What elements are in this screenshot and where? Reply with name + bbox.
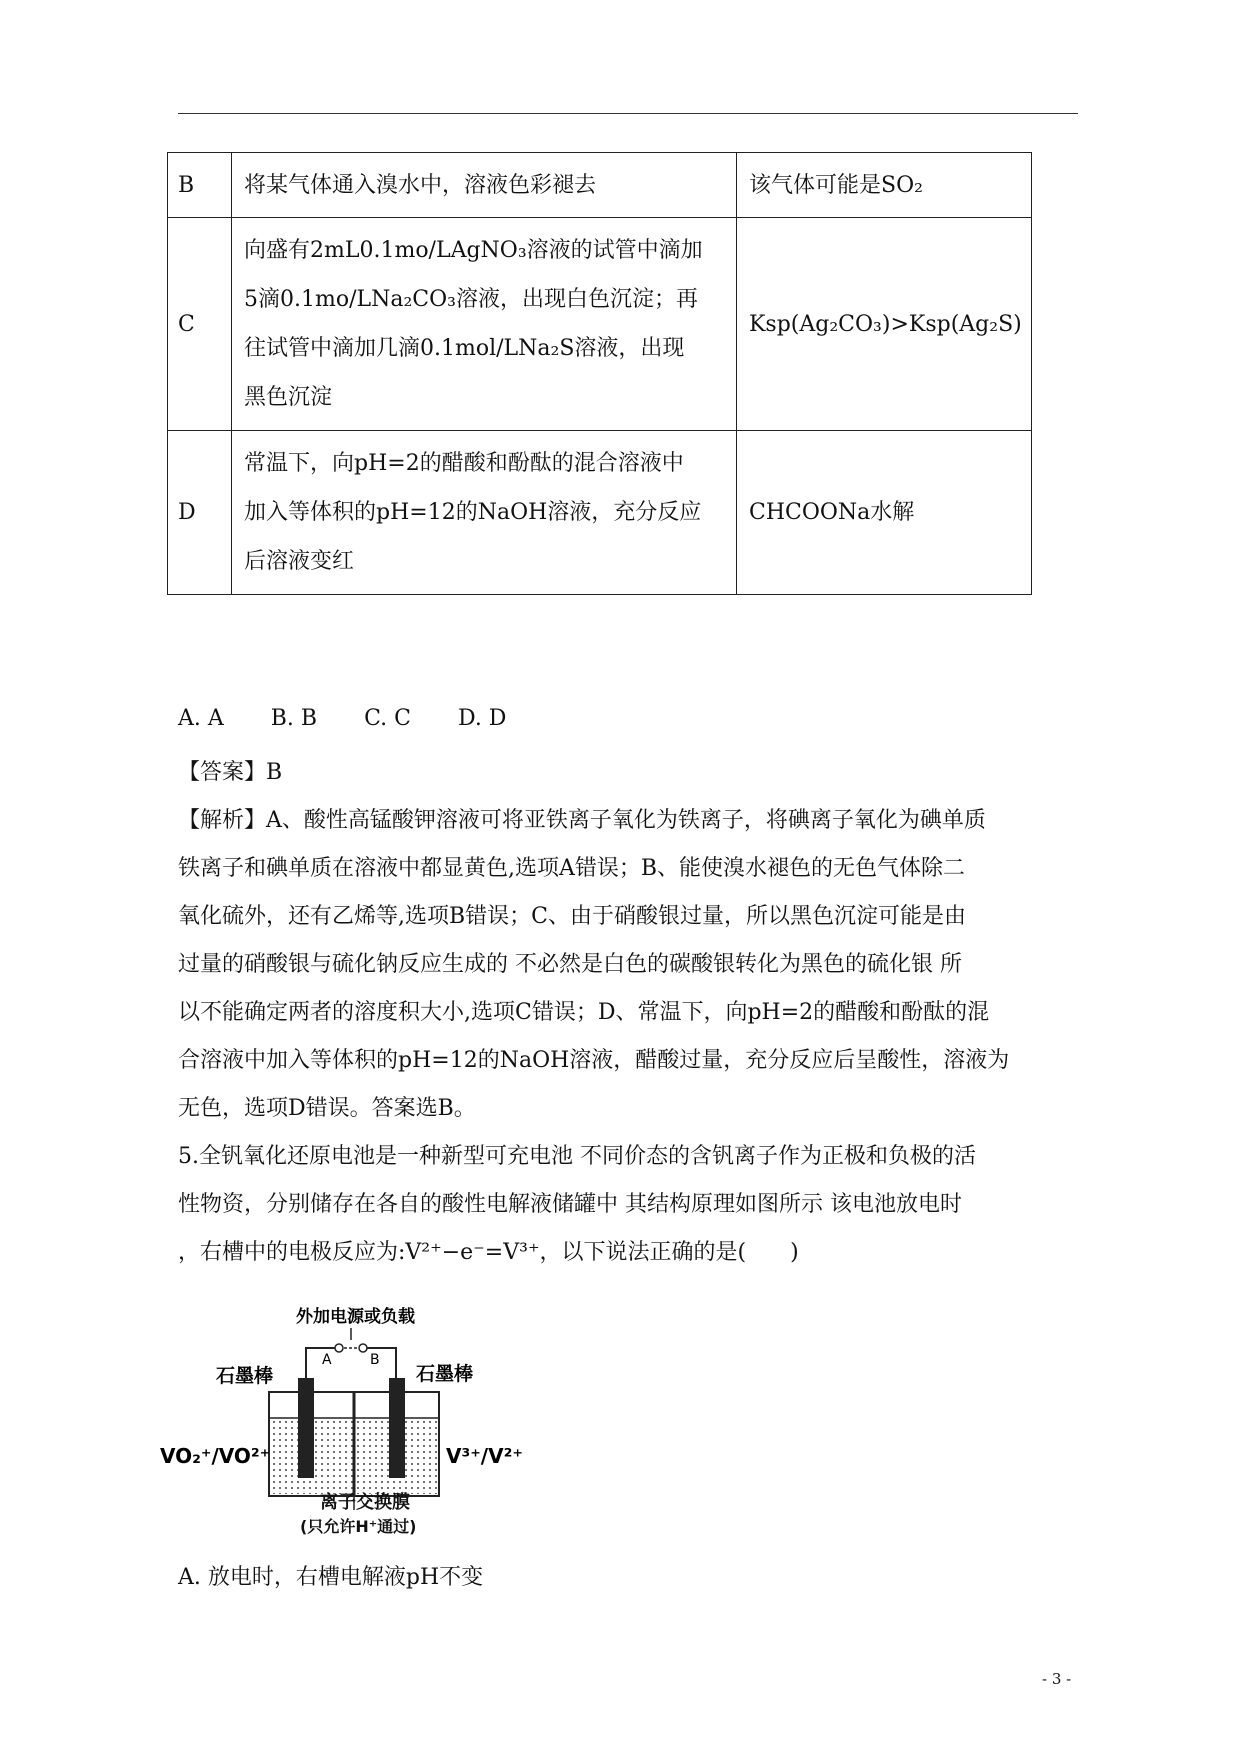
left-rod-label: 石墨棒	[216, 1365, 274, 1387]
terminal-b-label: B	[370, 1352, 380, 1368]
analysis-line: 无色，选项D错误。答案选B。	[178, 1096, 476, 1121]
analysis-line: 过量的硝酸银与硫化钠反应生成的 不必然是白色的碳酸银转化为黑色的硫化银 所	[178, 952, 962, 977]
experiment-table	[167, 152, 1032, 595]
row-operation: 向盛有2mL0.1mo/LAgNO₃溶液的试管中滴加 5滴0.1mo/LNa₂CO₃溶液，出现白色沉淀；再 往试管中滴加几滴0.1mol/LNa₂S溶液，出现 黑色沉淀	[232, 218, 737, 431]
row-operation: 常温下，向pH=2的醋酸和酚酞的混合溶液中 加入等体积的pH=12的NaOH溶液，充分反应 后溶液变红	[232, 431, 737, 595]
membrane-label: 离子交换膜	[320, 1492, 410, 1513]
table-row	[168, 218, 1032, 431]
answer-options	[178, 706, 546, 731]
row-label: D	[168, 431, 232, 595]
circuit-wire	[306, 1348, 396, 1390]
membrane-note: (只允许H⁺通过)	[300, 1517, 417, 1536]
analysis-line: 合溶液中加入等体积的pH=12的NaOH溶液，醋酸过量，充分反应后呈酸性，溶液为	[178, 1048, 1010, 1073]
terminal-a-icon	[335, 1344, 343, 1352]
question-5-line: 5.全钒氧化还原电池是一种新型可充电池 不同价态的含钒离子作为正极和负极的活	[178, 1144, 976, 1169]
page-number: - 3 -	[1042, 1670, 1072, 1688]
option-d: D. D	[457, 706, 507, 731]
row-conclusion: Ksp(Ag₂CO₃)>Ksp(Ag₂S)	[737, 218, 1032, 431]
analysis-line: 【解析】A、酸性高锰酸钾溶液可将亚铁离子氧化为铁离子，将碘离子氧化为碘单质	[178, 808, 986, 833]
analysis-line: 氧化硫外，还有乙烯等,选项B错误；C、由于硝酸银过量，所以黑色沉淀可能是由	[178, 904, 966, 929]
answer-line: 【答案】B	[178, 760, 283, 785]
option-5a: A. 放电时，右槽电解液pH不变	[178, 1565, 484, 1590]
option-b: B. B	[270, 706, 318, 731]
table-row	[168, 153, 1032, 218]
option-c: C. C	[364, 706, 411, 731]
question-5-line: ，右槽中的电极反应为:V²⁺−e⁻=V³⁺，以下说法正确的是( )	[178, 1240, 799, 1265]
row-operation: 将某气体通入溴水中，溶液色彩褪去	[232, 153, 737, 218]
right-graphite-rod	[389, 1378, 405, 1478]
terminal-a-label: A	[322, 1352, 332, 1368]
analysis-line: 以不能确定两者的溶度积大小,选项C错误；D、常温下，向pH=2的醋酸和酚酞的混	[178, 1000, 990, 1025]
row-label: C	[168, 218, 232, 431]
question-5-line: 性物资，分别储存在各自的酸性电解液储罐中 其结构原理如图所示 该电池放电时	[178, 1192, 962, 1217]
option-a: A. A	[178, 706, 224, 731]
row-label: B	[168, 153, 232, 218]
left-graphite-rod	[298, 1378, 314, 1478]
header-rule	[178, 113, 1078, 114]
left-solution-label: VO₂⁺/VO²⁺	[160, 1444, 271, 1468]
analysis-line: 铁离子和碘单质在溶液中都显黄色,选项A错误；B、能使溴水褪色的无色气体除二	[178, 856, 966, 881]
row-conclusion: CHCOONa水解	[737, 431, 1032, 595]
right-solution-label: V³⁺/V²⁺	[446, 1444, 523, 1468]
right-rod-label: 石墨棒	[416, 1363, 474, 1385]
row-conclusion: 该气体可能是SO₂	[737, 153, 1032, 218]
table-row	[168, 431, 1032, 595]
power-source-label: 外加电源或负载	[296, 1307, 415, 1327]
terminal-b-icon	[359, 1344, 367, 1352]
